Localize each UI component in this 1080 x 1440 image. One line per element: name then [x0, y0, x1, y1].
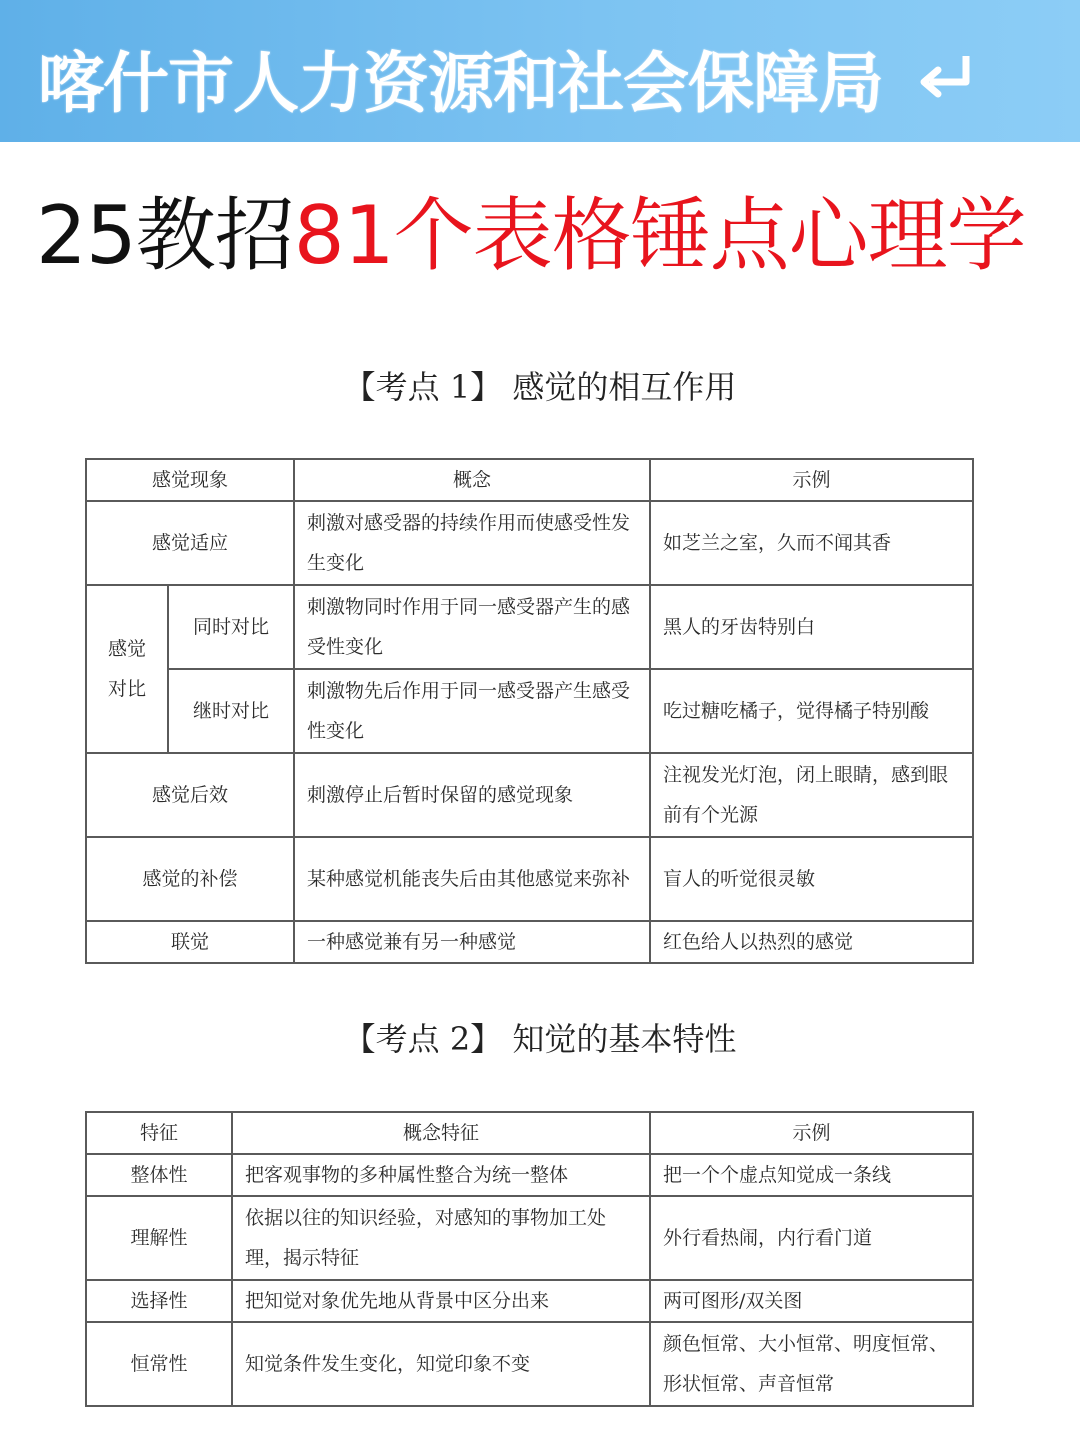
- example-cell: 吃过糖吃橘子，觉得橘子特别酸: [650, 669, 973, 753]
- section1-title: 【考点 1】 感觉的相互作用: [343, 368, 737, 406]
- concept-cell: 刺激对感受器的持续作用而使感受性发生变化: [294, 501, 650, 585]
- feature-cell: 选择性: [86, 1280, 232, 1322]
- table-row: [86, 753, 973, 837]
- example-cell: 颜色恒常、大小恒常、明度恒常、形状恒常、声音恒常: [650, 1322, 973, 1406]
- contrast-group-label: 感觉对比: [107, 638, 146, 700]
- concept-cell: 刺激物先后作用于同一感受器产生感受性变化: [294, 669, 650, 753]
- example-cell: 红色给人以热烈的感觉: [650, 921, 973, 963]
- concept-cell: 依据以往的知识经验，对感知的事物加工处理，揭示特征: [232, 1196, 650, 1280]
- banner-title: 喀什市人力资源和社会保障局: [38, 45, 883, 122]
- concept-cell: 把知觉对象优先地从背景中区分出来: [232, 1280, 650, 1322]
- example-cell: 如芝兰之室，久而不闻其香: [650, 501, 973, 585]
- phenomenon-cell: 感觉的补偿: [86, 837, 294, 921]
- example-cell: 注视发光灯泡，闭上眼睛，感到眼前有个光源: [650, 753, 973, 837]
- header-cell: 示例: [650, 459, 973, 501]
- phenomenon-cell: 联觉: [86, 921, 294, 963]
- phenomenon-cell: 感觉后效: [86, 753, 294, 837]
- header-cell: 特征: [86, 1112, 232, 1154]
- section2-title: 【考点 2】 知觉的基本特性: [343, 1020, 737, 1058]
- table-row: [86, 837, 973, 921]
- header-banner: [0, 0, 1080, 142]
- table-row: [86, 921, 973, 963]
- table-row: [86, 1154, 973, 1196]
- concept-cell: 知觉条件发生变化，知觉印象不变: [232, 1322, 650, 1406]
- phenomenon-cell: 继时对比: [168, 669, 294, 753]
- example-cell: 盲人的听觉很灵敏: [650, 837, 973, 921]
- phenomenon-cell: 感觉适应: [86, 501, 294, 585]
- page-headline: [36, 188, 1026, 284]
- feature-cell: 恒常性: [86, 1322, 232, 1406]
- example-cell: 把一个个虚点知觉成一条线: [650, 1154, 973, 1196]
- headline-part-black: 25教招: [36, 189, 294, 282]
- concept-cell: 一种感觉兼有另一种感觉: [294, 921, 650, 963]
- feature-cell: 整体性: [86, 1154, 232, 1196]
- header-cell: 概念特征: [232, 1112, 650, 1154]
- header-cell: 示例: [650, 1112, 973, 1154]
- table-row: [86, 1322, 973, 1406]
- table-row: [86, 585, 973, 669]
- feature-cell: 理解性: [86, 1196, 232, 1280]
- concept-cell: 把客观事物的多种属性整合为统一整体: [232, 1154, 650, 1196]
- contrast-group-cell: [86, 585, 168, 753]
- table-header-row: [86, 1112, 973, 1154]
- table-row: [86, 1280, 973, 1322]
- example-cell: 两可图形/双关图: [650, 1280, 973, 1322]
- concept-cell: 某种感觉机能丧失后由其他感觉来弥补: [294, 837, 650, 921]
- table-header-row: [86, 459, 973, 501]
- example-cell: 黑人的牙齿特别白: [650, 585, 973, 669]
- return-arrow-icon[interactable]: [914, 46, 972, 106]
- header-cell: 概念: [294, 459, 650, 501]
- table-row: [86, 1196, 973, 1280]
- concept-cell: 刺激停止后暂时保留的感觉现象: [294, 753, 650, 837]
- example-cell: 外行看热闹，内行看门道: [650, 1196, 973, 1280]
- concept-cell: 刺激物同时作用于同一感受器产生的感受性变化: [294, 585, 650, 669]
- table-row: [86, 669, 973, 753]
- table-row: [86, 501, 973, 585]
- headline-part-red: 81个表格锤点心理学: [293, 189, 1026, 282]
- header-cell: 感觉现象: [86, 459, 294, 501]
- phenomenon-cell: 同时对比: [168, 585, 294, 669]
- perception-table: [85, 1111, 972, 1407]
- sensation-table: [85, 458, 972, 964]
